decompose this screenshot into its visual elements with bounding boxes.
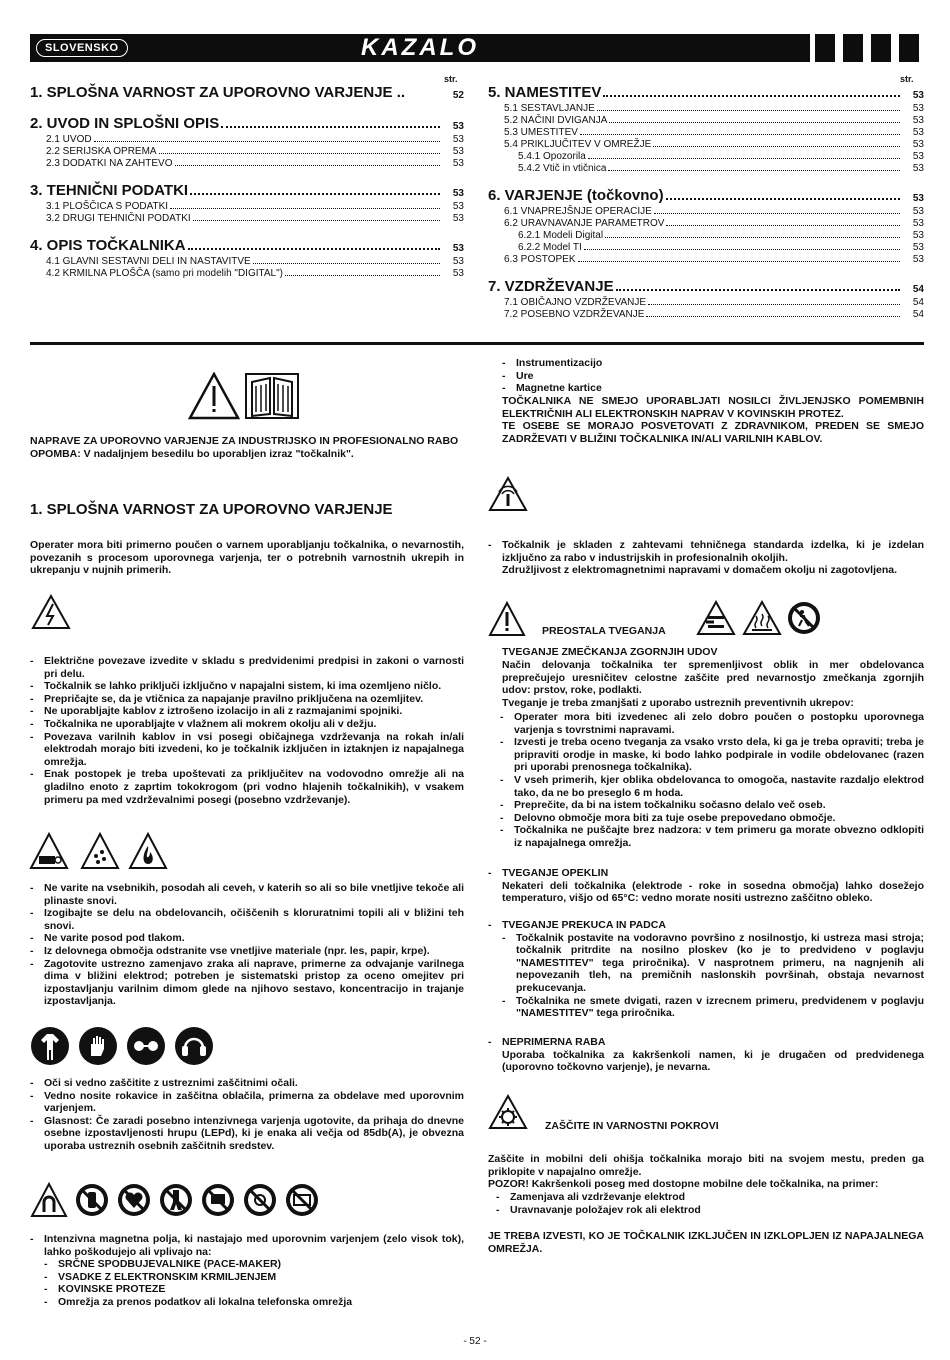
final-warning: [488, 1230, 924, 1255]
toc-item: [46, 256, 464, 267]
no-electronic-devices-icon: [200, 1182, 236, 1218]
magnetic-cont-list: [502, 357, 938, 395]
list-item: [488, 539, 924, 577]
no-magnetic-cards-icon: [284, 1182, 320, 1218]
toc-label: 6. VARJENJE (točkovno): [488, 187, 664, 204]
toc-page: 53: [912, 127, 924, 138]
toc-page: 53: [452, 201, 464, 212]
gloves-icon: [78, 1026, 118, 1066]
magnetic-text: - Intenzivna magnetna polja, ki nastajajo med uporovnim varjenjem (zelo visok tok), lahko poškodujejo ali vplivajo na:: [44, 1233, 464, 1258]
list-item: [488, 867, 924, 905]
list-item: - Ne uporabljajte kablov z iztrošeno izolacijo in ali z razmajanimi spojniki.: [30, 705, 464, 718]
residual-risks-title: PREOSTALA TVEGANJA: [542, 625, 666, 637]
consult-text: TE OSEBE SE MORAJO POSVETOVATI Z ZDRAVNIKOM, PREDEN SE SMEJO ZADRŽEVATI V BLIŽINI TOČKALNIKA IN/ALI VARILNIH KABLOV.: [502, 420, 924, 445]
list-item-note: [30, 768, 464, 806]
toc-item: [46, 213, 464, 224]
toc-label: 5. NAMESTITEV: [488, 84, 602, 101]
toc-heading: [488, 84, 924, 101]
intro-line: NAPRAVE ZA UPOROVNO VARJENJE ZA INDUSTRIJSKO IN PROFESIONALNO RABO: [30, 435, 459, 447]
section-1-title: 1. SPLOŠNA VARNOST ZA UPOROVNO VARJENJE: [30, 501, 393, 518]
sub-item: - SRČNE SPODBUJEVALNIKE (PACE-MAKER): [44, 1258, 464, 1271]
list-item: - Ne varite posod pod tlakom.: [30, 932, 464, 945]
toc-item: [504, 218, 924, 229]
sub-item: - Magnetne kartice: [502, 382, 938, 395]
emc-list: [488, 539, 924, 577]
toc-page-label-left: str.: [444, 74, 458, 84]
toc-item: [504, 139, 924, 150]
toc-page: 53: [912, 163, 924, 174]
burn-text: Nekateri deli točkalnika (elektrode - roke in sosedna območja) lahko dosežejo temperaturo, višjo od 65°C: vedno morate nositi ustrezno zaščitno obleko.: [502, 879, 924, 905]
toc-leader: [648, 304, 900, 305]
toc-item: [504, 297, 924, 308]
toc-heading: [488, 187, 924, 204]
list-item: - Prepričajte se, da je vtičnica za napajanje pravilno priključena na ozemljitev.: [30, 693, 464, 706]
magnetic-sub-list: [44, 1258, 464, 1308]
toc-label: 4.2 KRMILNA PLOŠČA (samo pri modelih "DIGITAL"): [46, 268, 283, 279]
sub-item: - Izvesti je treba oceno tveganja za vsako vrsto dela, ki ga je treba opraviti; treba je pripraviti orodje in maske, ki bodo lahko podpirale in vodile obdelovanec (razen pri uporabi prenosnega točkalnika).: [500, 736, 924, 774]
toc-item: [504, 309, 924, 320]
no-metal-implants-icon: [74, 1182, 110, 1218]
toc-item: [46, 268, 464, 279]
sub-item: - Točkalnika ne puščajte brez nadzora: v tem primeru ga morate obvezno odklopiti iz napajalnega omrežja.: [500, 824, 924, 849]
toc-item: [518, 163, 924, 174]
magnetic-field-warning-icon: [30, 1182, 68, 1218]
toc-leader: [608, 170, 900, 171]
no-unauthorized-access-icon: [786, 600, 822, 636]
intro-line: OPOMBA: V nadaljnjem besedilu bo uporabljen izraz "točkalnik".: [30, 447, 354, 460]
toc-page: 53: [912, 115, 924, 126]
list-item: - Glasnost: Če zaradi posebno intenzivnega varjenja ugotovite, da prihaja do dnevne osebne izpostavljenosti hrupu (LEPd), ki je enaka ali večja od 85db(A), je obvezna uporaba ustreznih osebnih zaščitnih sredstev.: [30, 1115, 464, 1153]
sub-item: - Ure: [502, 370, 938, 383]
toc-item: [504, 206, 924, 217]
sub-item: - Točkalnik postavite na vodoravno površino z nosilnostjo, ki ustreza masi stroja; točkalnik pritrdite na nosilno ploskev (ko je to predvideno v poglavju "NAMESTITEV" tega priročnika). V nasprotnem primeru, na nagnjenih ali nepovezanih tleh, na premičnih naslonskih površinah, obstaja nevarnost prekucevanja.: [502, 932, 924, 995]
toc-page: 53: [452, 268, 464, 279]
toc-leader: [603, 95, 900, 97]
toc-page: 53: [912, 254, 924, 265]
list-item: [30, 1233, 464, 1309]
toc-leader: [653, 146, 900, 147]
toc-page: 53: [452, 243, 464, 254]
fire-hazard-icon: [128, 832, 168, 870]
sub-item: - VSADKE Z ELEKTRONSKIM KRMILJENJEM: [44, 1271, 464, 1284]
toc-leader: [159, 153, 440, 154]
no-prosthesis-icon: [158, 1182, 194, 1218]
toc-leader: [654, 213, 900, 214]
toc-label: 3. TEHNIČNI PODATKI: [30, 182, 189, 199]
toc-leader: [193, 220, 440, 221]
language-badge: SLOVENSKO: [36, 39, 128, 57]
emc-warning-icon: [488, 476, 528, 512]
toc-leader: [253, 263, 440, 264]
list-item: - Vedno nosite rokavice in zaščitna oblačila, primerna za obdelave med uporovnim varjenjem.: [30, 1090, 464, 1115]
forbidden-text: TOČKALNIKA NE SMEJO UPORABLJATI NOSILCI ŽIVLJENJSKO POMEMBNIH ELEKTRIČNIH ALI ELEKTRONSKIH NAPRAV V KOVINSKIH PROTEZ.: [502, 395, 924, 420]
hot-surface-icon: [742, 600, 782, 636]
toc-item: [518, 242, 924, 253]
toc-label: 6.1 VNAPREJŠNJE OPERACIJE: [504, 206, 652, 217]
toc-label: 3.1 PLOŠČICA S PODATKI: [46, 201, 169, 212]
list-item: - Oči si vedno zaščitite z ustreznimi zaščitnimi očali.: [30, 1077, 464, 1090]
page-title: KAZALO: [361, 34, 479, 61]
toc-label: 5.4 PRIKLJUČITEV V OMREŽJE: [504, 139, 652, 150]
toc-label: 6.3 POSTOPEK: [504, 254, 576, 265]
sub-item: - Operater mora biti izvedenec ali zelo dobro poučen o postopku uporovnega varjenja s tovrstnimi napravami.: [500, 711, 924, 736]
crush-hazard-icon: [696, 600, 736, 636]
toc-leader: [175, 165, 440, 166]
electric-note: - Enak postopek je treba upoštevati za priključitev na vodovodno omrežje ali na gladilno enoto z zaprtim tokokrogom (pri vodno hlajenih točkalnikih), v vsakem primeru pa med vzdrževalnimi posegi (posebno vzdrževanje).: [44, 768, 464, 806]
toc-leader: [597, 110, 900, 111]
moving-parts-warning-icon: [488, 1094, 528, 1130]
toc-item: [46, 146, 464, 157]
toc-label: 7.2 POSEBNO VZDRŽEVANJE: [504, 309, 645, 320]
sub-item: - Omrežja za prenos podatkov ali lokalna telefonska omrežja: [44, 1296, 464, 1309]
no-watches-icon: [242, 1182, 278, 1218]
final-warning-text: JE TREBA IZVESTI, KO JE TOČKALNIK IZKLJUČEN IN IZKLOPLJEN IZ NAPAJALNEGA OMREŽJA.: [488, 1230, 924, 1255]
toc-leader: [646, 316, 900, 317]
toc-label: 6.2.2 Model TI: [518, 242, 582, 253]
toc-label: 6.2 URAVNAVANJE PARAMETROV: [504, 218, 665, 229]
sub-item: - Uravnavanje položajev rok ali elektrod: [496, 1204, 932, 1217]
sub-item: - Točkalnika ne smete dvigati, razen v izrecnem primeru, predvidenem v poglavju "NAMESTITEV" tega priročnika.: [502, 995, 924, 1020]
crush-text: [502, 659, 924, 709]
operator-paragraph: Operater mora biti primerno poučen o varnem uporabljanju točkalnika, o nevarnostih, povezanih s procesom uporovnega varjenja, ter o potrebnih varnostnih ukrepih in ukrepanju v nujnih primerih.: [30, 539, 464, 577]
electric-hazard-icon: [31, 594, 71, 630]
toc-page: 52: [452, 90, 464, 101]
residual-risk-warning-icon: [488, 601, 526, 637]
sub-item: - Preprečite, da bi na istem točkalniku sočasno delalo več oseb.: [500, 799, 924, 812]
toc-page: 53: [912, 230, 924, 241]
toc-label: 5.1 SESTAVLJANJE: [504, 103, 595, 114]
toc-page: 53: [452, 188, 464, 199]
toc-label: 7. VZDRŽEVANJE: [488, 278, 614, 295]
toc-page: 53: [912, 206, 924, 217]
toc-page: 54: [912, 309, 924, 320]
toc-item: [518, 151, 924, 162]
toc-item: [504, 254, 924, 265]
guards-paragraph-2: POZOR! Kakršenkoli poseg med dostopne mobilne dele točkalnika, na primer:: [488, 1178, 879, 1191]
fumes-hazard-icon: [80, 832, 120, 870]
misuse-section: [488, 1036, 924, 1074]
toc-leader: [190, 193, 440, 195]
emc-text: - Točkalnik je skladen z zahtevami tehničnega standarda izdelka, ki je izdelan izključno za rabo v industrijskih in profesionalnih okoljih.: [502, 539, 924, 564]
guards-title: ZAŠČITE IN VARNOSTNI POKROVI: [545, 1120, 719, 1132]
list-item: - Iz delovnega območja odstranite vse vnetljive materiale (npr. les, papir, krpe).: [30, 945, 464, 958]
no-pressure-vessel-icon: [29, 832, 69, 870]
sub-item: - KOVINSKE PROTEZE: [44, 1283, 464, 1296]
toc-leader: [588, 158, 900, 159]
toc-leader: [609, 122, 900, 123]
burn-section: [488, 867, 924, 905]
toc-leader: [605, 237, 900, 238]
toc-leader: [584, 249, 900, 250]
toc-page: 53: [452, 213, 464, 224]
toc-label: 2.1 UVOD: [46, 134, 92, 145]
page-number: - 52 -: [463, 1336, 487, 1347]
fire-list: [30, 882, 464, 1008]
list-item: - Zagotovite ustrezno zamenjavo zraka ali naprave, primerne za odvajanje varilnega dima v bližini elektrod; potreben je sistematski pristop za oceno omejitev pri izpostavljanju varilnim dimom glede na njihovo sestavo, koncentracijo in trajanje izpostavljanja.: [30, 958, 464, 1008]
toc-leader: [188, 248, 440, 250]
toc-label: 2.3 DODATKI NA ZAHTEVO: [46, 158, 173, 169]
toc-item: [46, 134, 464, 145]
tip-list: [502, 932, 924, 1020]
toc-leader: [580, 134, 900, 135]
crush-paragraph: Način delovanja točkalnika ter spremenljivost oblik in mer obdelovanca preprečujejo uresničitev celostne zaščite pred nevarnostjo zmečkanja zgornjih udov: prstov, roke, podlakti.: [502, 659, 924, 697]
toc-label: 4. OPIS TOČKALNIKA: [30, 237, 186, 254]
toc-item: [46, 158, 464, 169]
toc-label: 7.1 OBIČAJNO VZDRŽEVANJE: [504, 297, 647, 308]
toc-leader: [94, 141, 440, 142]
toc-label: 3.2 DRUGI TEHNIČNI PODATKI: [46, 213, 191, 224]
forbidden-block: [502, 395, 924, 445]
emc-text-2: Združljivost z elektromagnetnimi napravami v domačem okolju ni zagotovljena.: [502, 564, 898, 577]
list-item: - Povezava varilnih kablov in vsi posegi običajnega vzdrževanja na rokah in/ali elektrodah morajo biti izvedeni, ko je točkalnik izključen in iztaknjen iz napajalnega omrežja.: [30, 731, 464, 769]
toc-item: [518, 230, 924, 241]
toc-label: 5.4.2 Vtič in vtičnica: [518, 163, 607, 174]
toc-page: 53: [452, 121, 464, 132]
toc-item: [504, 103, 924, 114]
section-divider: [30, 342, 924, 345]
list-item: [488, 919, 924, 1020]
ppe-list: [30, 1077, 464, 1153]
toc-page-label-right: str.: [900, 74, 914, 84]
toc-page: 54: [912, 284, 924, 295]
guards-list: [496, 1191, 932, 1216]
toc-page: 53: [912, 218, 924, 229]
protective-clothing-icon: [30, 1026, 70, 1066]
tip-section: [488, 919, 924, 1020]
list-item: - Ne varite na vsebnikih, posodah ali ceveh, v katerih so ali so bile vnetljive tekoče ali plinaste snovi.: [30, 882, 464, 907]
toc-leader: [170, 208, 440, 209]
toc-label: 1. SPLOŠNA VARNOST ZA UPOROVNO VARJENJE ..: [30, 84, 406, 101]
safety-glasses-icon: [126, 1026, 166, 1066]
toc-label: 5.3 UMESTITEV: [504, 127, 578, 138]
toc-leader: [285, 275, 440, 276]
list-item: - Električne povezave izvedite v skladu s predvidenimi predpisi in zakoni o varnosti pri delu.: [30, 655, 464, 680]
sub-item: - V vseh primerih, kjer oblika obdelovanca to omogoča, nastavite razdaljo elektrod tako, da ne bo preseglo 6 m hoda.: [500, 774, 924, 799]
list-item: - Točkalnika ne uporabljajte v vlažnem ali mokrem okolju ali v dežju.: [30, 718, 464, 731]
toc-page: 53: [912, 242, 924, 253]
toc-leader: [221, 126, 440, 128]
list-item: [488, 1036, 924, 1074]
manual-book-icon: [244, 372, 300, 420]
sub-item: - Delovno območje mora biti za tuje osebe prepovedano območje.: [500, 812, 924, 825]
toc-label: 2. UVOD IN SPLOŠNI OPIS: [30, 115, 220, 132]
misuse-title: - NEPRIMERNA RABA: [502, 1036, 606, 1048]
toc-page: 53: [912, 103, 924, 114]
toc-page: 54: [912, 297, 924, 308]
crush-paragraph-2: Tveganje je treba zmanjšati z uporabo ustreznih preventivnih ukrepov:: [502, 696, 854, 709]
misuse-text: Uporaba točkalnika za kakršenkoli namen, ki je drugačen od predvidenega (uporovno točkovno varjenje), je nevarna.: [502, 1048, 924, 1074]
toc-heading: [30, 84, 464, 101]
list-item: - Izogibajte se delu na obdelovancih, očiščenih s kloruratnimi topili ali v bližini teh snovi.: [30, 907, 464, 932]
toc-page: 53: [452, 158, 464, 169]
toc-page: 53: [912, 151, 924, 162]
warning-triangle-icon: [188, 372, 240, 420]
sub-item: - Zamenjava ali vzdrževanje elektrod: [496, 1191, 932, 1204]
sub-item: - Instrumentizacijo: [502, 357, 938, 370]
toc-leader: [666, 225, 900, 226]
toc-item: [504, 115, 924, 126]
ear-protection-icon: [174, 1026, 214, 1066]
toc-heading: [30, 115, 464, 132]
toc-heading: [30, 182, 464, 199]
toc-leader: [578, 261, 900, 262]
toc-label: 4.1 GLAVNI SESTAVNI DELI IN NASTAVITVE: [46, 256, 251, 267]
toc-page: 53: [452, 146, 464, 157]
toc-label: 5.4.1 Opozorila: [518, 151, 586, 162]
toc-label: 6.2.1 Modeli Digital: [518, 230, 604, 241]
list-item: - Točkalnik se lahko priključi izključno v napajalni sistem, ki ima ozemljeno ničlo.: [30, 680, 464, 693]
crush-risk-title: TVEGANJE ZMEČKANJA ZGORNJIH UDOV: [502, 646, 718, 658]
toc-leader: [666, 198, 900, 200]
operator-text: [30, 539, 464, 577]
toc-page: 53: [912, 193, 924, 204]
toc-label: 2.2 SERIJSKA OPREMA: [46, 146, 157, 157]
header-bar: [30, 34, 810, 62]
toc-page: 53: [912, 90, 924, 101]
toc-heading: [488, 278, 924, 295]
guards-text: [488, 1153, 924, 1191]
toc-item: [46, 201, 464, 212]
intro-text: [30, 435, 470, 460]
no-pacemaker-icon: [116, 1182, 152, 1218]
toc-page: 53: [912, 139, 924, 150]
magnetic-list: [30, 1233, 464, 1309]
guards-paragraph: Zaščite in mobilni deli ohišja točkalnika morajo biti na svojem mestu, preden ga priklopite v napajalno omrežje.: [488, 1153, 924, 1178]
burn-title: - TVEGANJE OPEKLIN: [502, 867, 609, 879]
toc-page: 53: [452, 134, 464, 145]
toc-page: 53: [452, 256, 464, 267]
electric-list: [30, 655, 464, 806]
toc-leader: [616, 289, 900, 291]
toc-item: [504, 127, 924, 138]
crush-list: [500, 711, 924, 850]
toc-label: 5.2 NAČINI DVIGANJA: [504, 115, 608, 126]
tip-title: - TVEGANJE PREKUCA IN PADCA: [502, 919, 666, 931]
toc-heading: [30, 237, 464, 254]
